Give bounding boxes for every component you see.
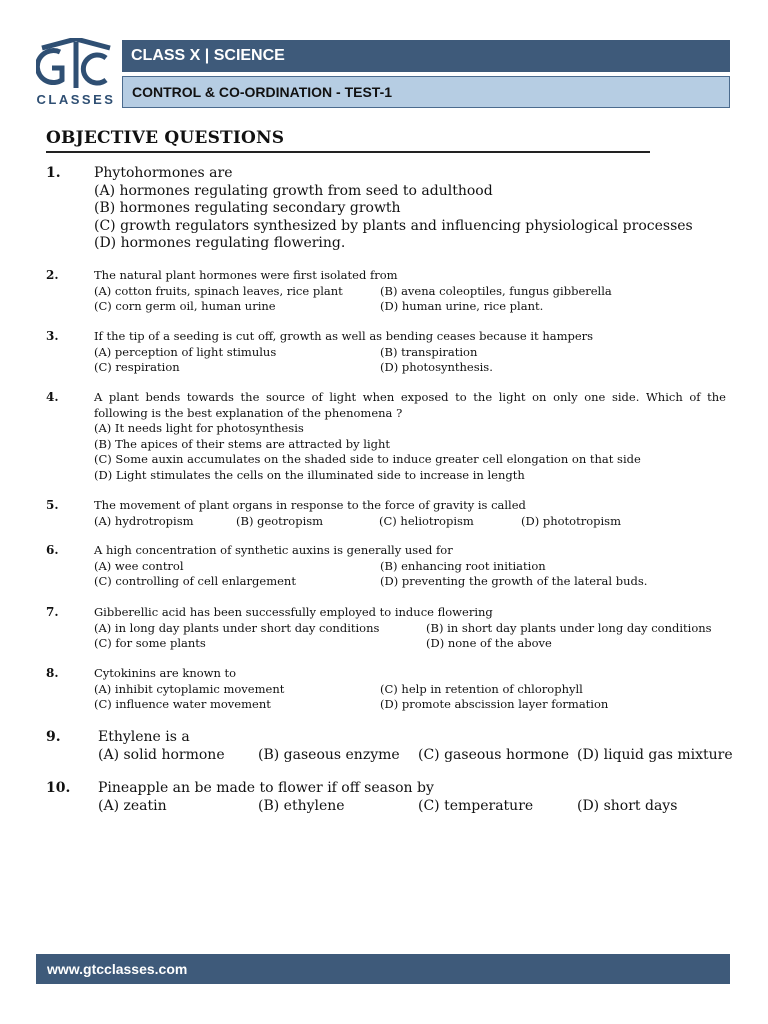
option-d: (D) phototropism [521, 513, 621, 528]
option-a: (A) zeatin [98, 797, 167, 814]
option-a: (A) inhibit cytoplamic movement [94, 681, 285, 696]
option-c: (C) Some auxin accumulates on the shaded side to induce greater cell elongation on that side [94, 452, 641, 466]
option-d: (D) hormones regulating flowering. [94, 235, 346, 251]
option-b: (B) gaseous enzyme [258, 746, 400, 763]
question-number: 2. [46, 268, 59, 282]
option-a: (A) hydrotropism [94, 513, 194, 528]
question-text: Phytohormones are [94, 165, 233, 181]
option-d: (D) human urine, rice plant. [380, 299, 544, 313]
option-b: (B) geotropism [236, 513, 324, 528]
footer-website-link[interactable]: www.gtcclasses.com [36, 954, 730, 984]
option-c: (C) influence water movement [94, 697, 271, 711]
option-d: (D) none of the above [426, 636, 552, 650]
option-a: (A) It needs light for photosynthesis [94, 421, 304, 435]
option-c-right: (C) help in retention of chlorophyll [380, 681, 583, 696]
question-text: A high concentration of synthetic auxins is generally used for [94, 543, 453, 557]
option-c: (C) respiration [94, 360, 180, 374]
question-number: 8. [46, 666, 59, 680]
question-text: A plant bends towards the source of light when exposed to the light on only one side. Which of the following is the best explanation of the phenomena ? [94, 390, 726, 420]
option-a: (A) solid hormone [98, 746, 225, 763]
option-b: (B) in short day plants under long day conditions [426, 620, 712, 635]
option-c: (C) controlling of cell enlargement [94, 574, 296, 588]
question-number: 7. [46, 605, 59, 619]
question-number: 9. [46, 729, 61, 745]
option-c: (C) gaseous hormone [418, 746, 570, 763]
option-a: (A) wee control [94, 558, 184, 573]
question-text: Ethylene is a [98, 729, 190, 745]
option-d: (D) Light stimulates the cells on the illuminated side to increase in length [94, 467, 525, 482]
question-number: 10. [46, 780, 71, 796]
section-title: OBJECTIVE QUESTIONS [46, 128, 285, 148]
question-text: Pineapple an be made to flower if off season by [98, 780, 434, 796]
question-number: 6. [46, 543, 59, 557]
course-title-bar: CLASS X | SCIENCE [122, 40, 730, 72]
option-d: (D) photosynthesis. [380, 360, 493, 374]
option-b: (B) avena coleoptiles, fungus gibberella [380, 283, 612, 298]
option-d: (D) promote abscission layer formation [380, 697, 609, 711]
question-text: Gibberellic acid has been successfully employed to induce flowering [94, 605, 493, 619]
option-d: (D) preventing the growth of the lateral buds. [380, 574, 648, 588]
option-a: (A) cotton fruits, spinach leaves, rice plant [94, 283, 343, 298]
option-d: (D) liquid gas mixture [577, 746, 733, 763]
question-text: The movement of plant organs in response to the force of gravity is called [94, 498, 526, 512]
question-number: 3. [46, 329, 59, 343]
option-c: (C) corn germ oil, human urine [94, 299, 276, 313]
option-a: (A) in long day plants under short day conditions [94, 620, 380, 635]
option-b: (B) hormones regulating secondary growth [94, 200, 401, 216]
question-text: The natural plant hormones were first isolated from [94, 268, 398, 282]
option-d: (D) short days [577, 797, 678, 814]
question-text: Cytokinins are known to [94, 666, 237, 680]
option-c: (C) temperature [418, 797, 534, 814]
question-number: 5. [46, 498, 59, 512]
test-title-bar: CONTROL & CO-ORDINATION - TEST-1 [122, 76, 730, 108]
question-text: If the tip of a seeding is cut off, growth as well as bending ceases because it hampers [94, 329, 594, 343]
option-b: (B) The apices of their stems are attracted by light [94, 436, 391, 451]
option-c: (C) heliotropism [379, 513, 474, 528]
option-b: (B) enhancing root initiation [380, 558, 546, 573]
option-b: (B) transpiration [380, 344, 478, 359]
option-c: (C) growth regulators synthesized by plants and influencing physiological processes [94, 217, 693, 234]
question-number: 4. [46, 390, 59, 404]
option-c: (C) for some plants [94, 636, 206, 650]
section-divider [46, 151, 650, 153]
question-number: 1. [46, 165, 61, 181]
option-a: (A) hormones regulating growth from seed to adulthood [94, 182, 493, 199]
option-a: (A) perception of light stimulus [94, 344, 277, 359]
logo-classes-label: CLASSES [36, 92, 116, 107]
option-b: (B) ethylene [258, 797, 345, 814]
